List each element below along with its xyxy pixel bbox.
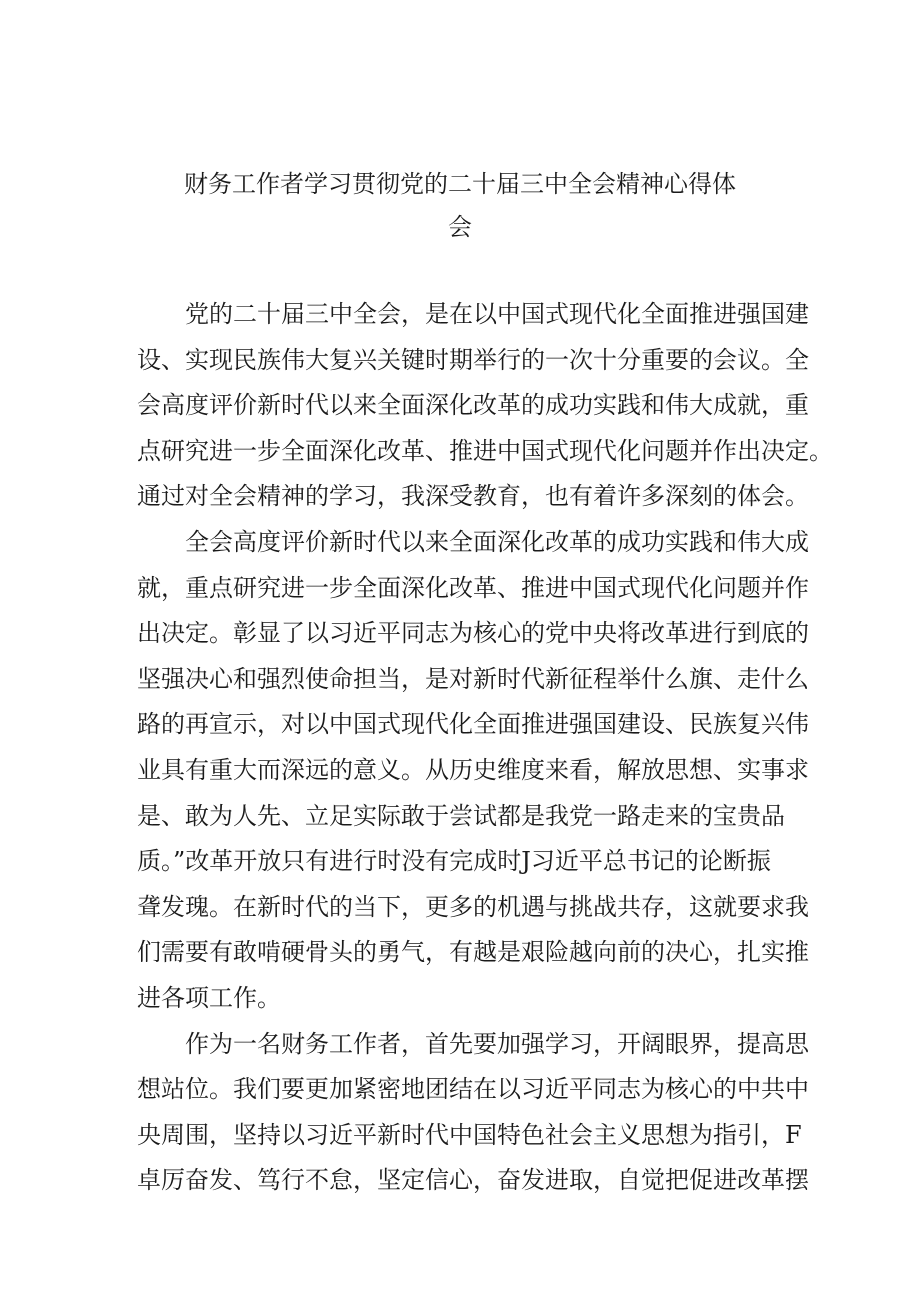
body-text-line: 点研究进一步全面深化改革、推进中国式现代化问题并作出决定。 <box>137 436 833 465</box>
body-text-line: 路的再宣示，对以中国式现代化全面推进强国建设、民族复兴伟 <box>137 710 809 739</box>
body-text-line: 设、实现民族伟大复兴关键时期举行的一次十分重要的会议。全 <box>137 345 809 374</box>
body-text-line: 们需要有敢啃硬骨头的勇气，有越是艰险越向前的决心，扎实推 <box>137 938 809 967</box>
body-text-line: 业具有重大而深远的意义。从历史维度来看，解放思想、实事求 <box>137 755 809 784</box>
body-text-line: 党的二十届三中全会，是在以中国式现代化全面推进强国建 <box>185 300 809 328</box>
body-text-line: 是、敢为人先、立足实际敢于尝试都是我党一路走来的宝贵品 <box>137 801 785 830</box>
body-text-line: 聋发瑰。在新时代的当下，更多的机遇与挑战共存，这就要求我 <box>137 892 809 921</box>
body-text-line: 进各项工作。 <box>137 983 281 1012</box>
page-title <box>120 163 800 249</box>
title-line: 会 <box>448 213 472 241</box>
body-text-line: 出决定。彰显了以习近平同志为核心的党中央将改革进行到底的 <box>137 619 809 648</box>
body-text-line: 质。”改革开放只有进行时没有完成时J习近平总书记的论断振 <box>137 847 771 876</box>
document-body <box>137 292 833 1204</box>
body-text-line: 就，重点研究进一步全面深化改革、推进中国式现代化问题并作 <box>137 573 809 602</box>
title-line: 财务工作者学习贯彻党的二十届三中全会精神心得体 <box>184 170 736 198</box>
body-text-line: 作为一名财务工作者，首先要加强学习，开阔眼界，提高思 <box>185 1029 809 1058</box>
body-text-line: 卓厉奋发、笃行不怠，坚定信心，奋发进取，自觉把促进改革摆 <box>137 1166 809 1195</box>
body-text-line: 坚强决心和强烈使命担当，是对新时代新征程举什么旗、走什么 <box>137 664 809 693</box>
body-text-line: 通过对全会精神的学习，我深受教育，也有着许多深刻的体会。 <box>137 482 809 511</box>
body-text-line: 会高度评价新时代以来全面深化改革的成功实践和伟大成就，重 <box>137 391 809 420</box>
body-text-line: 想站位。我们要更加紧密地团结在以习近平同志为核心的中共中 <box>137 1075 809 1104</box>
body-text-line: 央周围，坚持以习近平新时代中国特色社会主义思想为指引，F <box>137 1120 802 1149</box>
body-text-line: 全会高度评价新时代以来全面深化改革的成功实践和伟大成 <box>185 527 809 556</box>
